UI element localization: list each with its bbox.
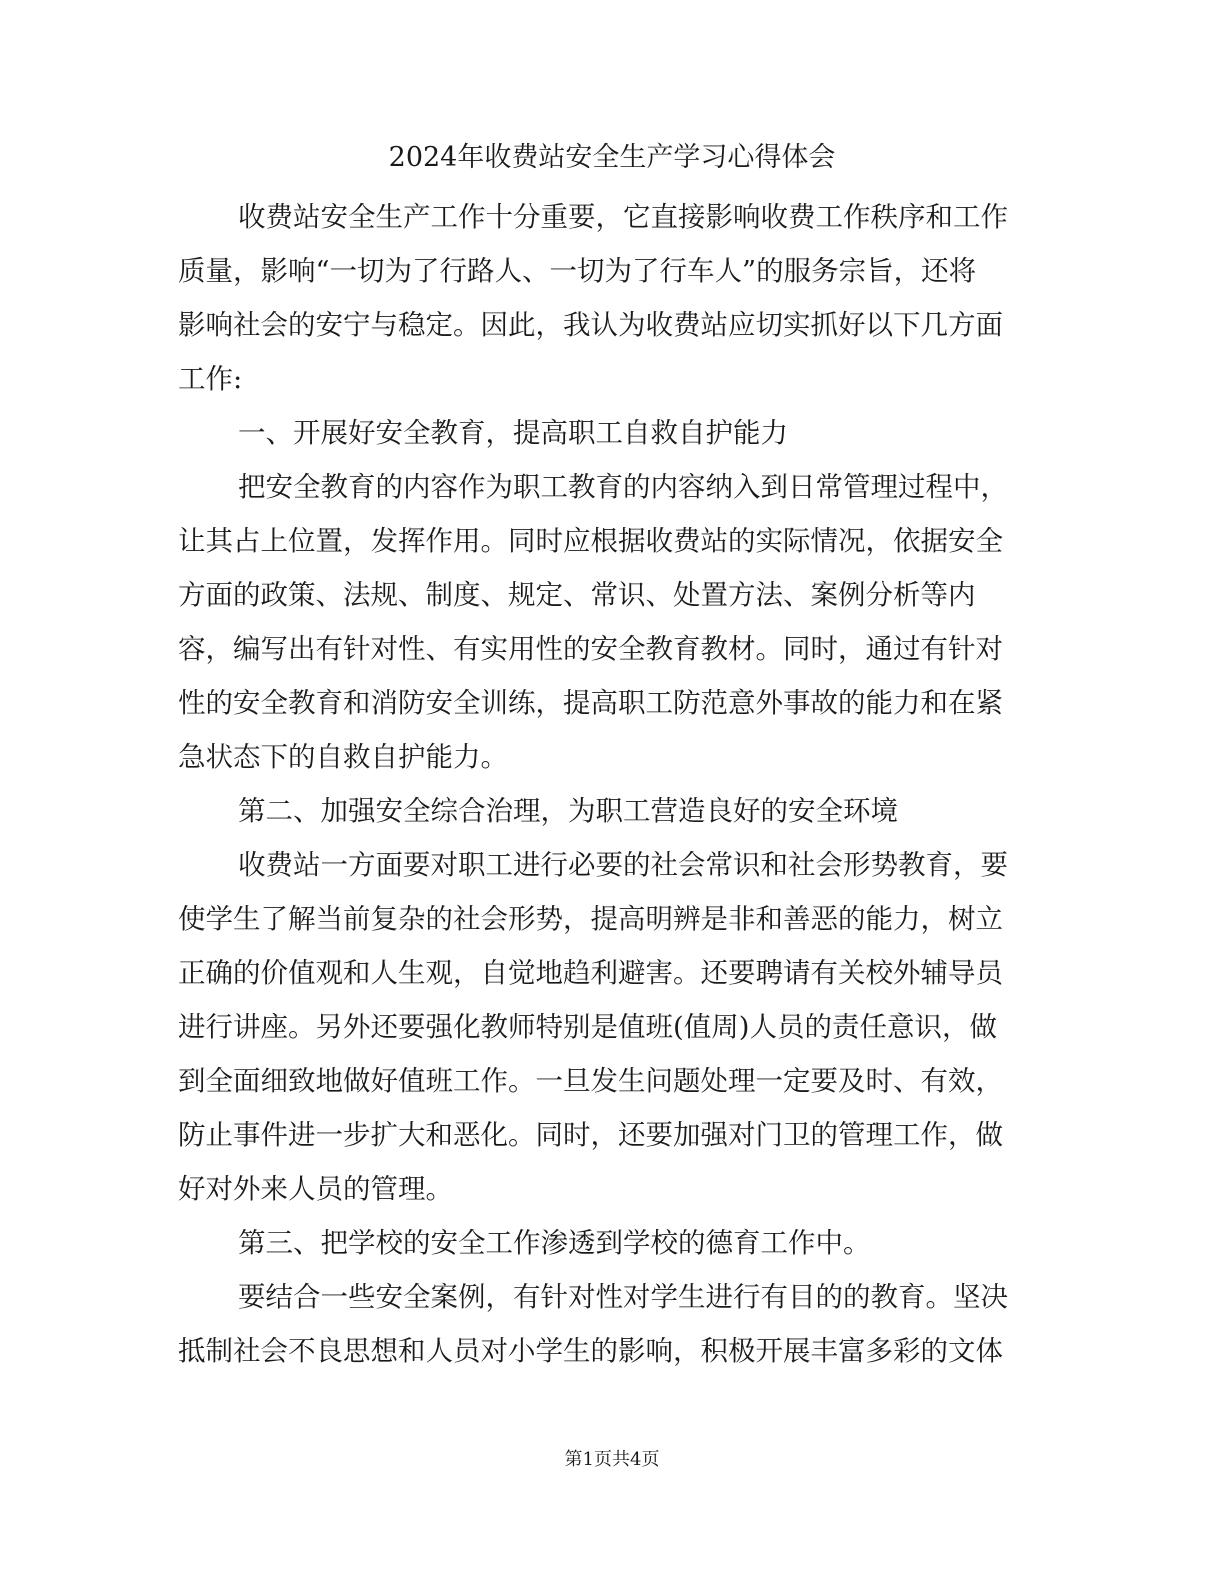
paragraph-line: 性的安全教育和消防安全训练，提高职工防范意外事故的能力和在紧 xyxy=(178,687,1003,719)
paragraph-line: 到全面细致地做好值班工作。一旦发生问题处理一定要及时、有效， xyxy=(178,1065,1003,1097)
paragraph-line: 工作: xyxy=(178,363,243,395)
document-title: 2024年收费站安全生产学习心得体会 xyxy=(388,142,836,173)
paragraph-line: 使学生了解当前复杂的社会形势，提高明辨是非和善恶的能力，树立 xyxy=(178,903,1003,935)
paragraph-line: 容，编写出有针对性、有实用性的安全教育教材。同时，通过有针对 xyxy=(178,633,1003,665)
paragraph-line: 抵制社会不良思想和人员对小学生的影响，积极开展丰富多彩的文体 xyxy=(178,1335,1003,1367)
paragraph-line: 好对外来人员的管理。 xyxy=(178,1173,453,1205)
paragraph-line: 防止事件进一步扩大和恶化。同时，还要加强对门卫的管理工作，做 xyxy=(178,1119,1003,1151)
paragraph-line: 把安全教育的内容作为职工教育的内容纳入到日常管理过程中， xyxy=(238,471,1008,503)
paragraph-line: 要结合一些安全案例，有针对性对学生进行有目的的教育。坚决 xyxy=(238,1281,1008,1313)
paragraph-line: 质量，影响“一切为了行路人、一切为了行车人”的服务宗旨，还将 xyxy=(178,255,977,287)
section-heading: 第二、加强安全综合治理，为职工营造良好的安全环境 xyxy=(238,795,898,827)
document-body xyxy=(178,190,1018,1378)
paragraph-line: 急状态下的自救自护能力。 xyxy=(178,741,508,773)
section-heading: 第三、把学校的安全工作渗透到学校的德育工作中。 xyxy=(238,1227,871,1259)
paragraph-line: 正确的价值观和人生观，自觉地趋利避害。还要聘请有关校外辅导员 xyxy=(178,957,1003,989)
section-heading: 一、开展好安全教育，提高职工自救自护能力 xyxy=(238,417,788,449)
paragraph-line: 进行讲座。另外还要强化教师特别是值班(值周)人员的责任意识，做 xyxy=(178,1011,997,1043)
paragraph-line: 让其占上位置，发挥作用。同时应根据收费站的实际情况，依据安全 xyxy=(178,525,1003,557)
paragraph-line: 收费站一方面要对职工进行必要的社会常识和社会形势教育，要 xyxy=(238,849,1008,881)
paragraph-line: 收费站安全生产工作十分重要，它直接影响收费工作秩序和工作 xyxy=(238,201,1008,233)
paragraph-line: 影响社会的安宁与稳定。因此，我认为收费站应切实抓好以下几方面 xyxy=(178,309,1003,341)
paragraph-line: 方面的政策、法规、制度、规定、常识、处置方法、案例分析等内 xyxy=(178,579,976,611)
page-number: 第1页共4页 xyxy=(564,1449,660,1470)
